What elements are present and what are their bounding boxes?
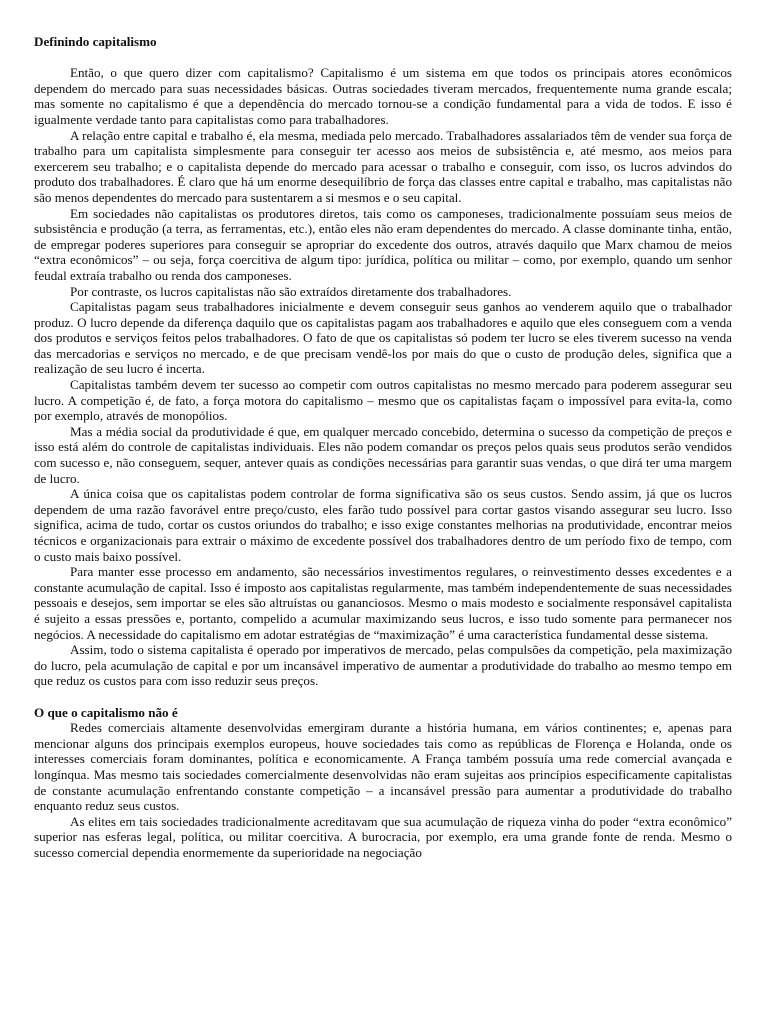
spacer [34,689,732,705]
paragraph: Capitalistas também devem ter sucesso ao competir com outros capitalistas no mesmo mercado para poderem assegurar seu lucro. A competição é, de fato, a força motora do capitalismo – mesmo que os capitalistas façam o impossível para evita-la, como por exemplo, através de monopólios. [34,377,732,424]
paragraph: Então, o que quero dizer com capitalismo? Capitalismo é um sistema em que todos os principais atores econômicos dependem do mercado para suas necessidades básicas. Outras sociedades tiveram mercados, frequentemente numa grande escala; mas somente no capitalismo é que a dependência do mercado tornou-se a condição fundamental para a vida de todos. E isso é igualmente verdade tanto para capitalistas como para trabalhadores. [34,65,732,127]
paragraph: Capitalistas pagam seus trabalhadores inicialmente e devem conseguir seus ganhos ao venderem aquilo que o trabalhador produz. O lucro depende da diferença daquilo que os capitalistas pagam aos trabalhadores e aquilo que eles conseguem com a venda dos produtos e serviços feitos pelos trabalhadores. O fato de que os capitalistas só podem ter lucro se eles tiverem sucesso na venda das mercadorias e serviços no mercado, e de que precisam vendê-los por mais do que o custo de produção deles, significa que a realização de seu lucro é incerta. [34,299,732,377]
spacer [34,50,732,66]
paragraph: Por contraste, os lucros capitalistas não são extraídos diretamente dos trabalhadores. [70,283,512,299]
section-o-que-o-capitalismo-nao-e [34,705,732,861]
paragraph: Mas a média social da produtividade é que, em qualquer mercado concebido, determina o sucesso da competição de preços e isso está além do controle de capitalistas individuais. Eles não podem comandar os preços pelos quais seus produtos serão vendidos com sucesso e, não conseguem, sequer, antever quais as condições necessárias para garantir suas vendas, o que dirá ter uma margem de lucro. [34,423,732,486]
document-page [34,34,732,860]
paragraph: Redes comerciais altamente desenvolvidas emergiram durante a história humana, em vários continentes; e, apenas para mencionar alguns dos principais exemplos europeus, houve sociedades tais como as repúblicas de Florença e Holanda, onde os interesses comerciais foram dominantes, política e economicamente. A França também possuía uma rede comercial avançada e longínqua. Mas mesmo tais sociedades comercialmente desenvolvidas não eram sujeitas aos princípios especificamente capitalistas de constante acumulação enfrentando constante competição – a incansável pressão para aumentar a produtividade do trabalho enquanto reduz seus custos. [34,720,732,814]
paragraph: A relação entre capital e trabalho é, ela mesma, mediada pelo mercado. Trabalhadores assalariados têm de vender sua força de trabalho para um capitalista simplesmente para conseguir ter acesso aos meios de subsistência e, até mesmo, aos meios para exercerem seu trabalho; e o capitalista depende do mercado para acessar o trabalho e conseguir, com isso, os lucros advindos do produto dos trabalhadores. É claro que há um enorme desequilíbrio de força das classes entre capital e trabalho, mas capitalistas não são menos dependentes do mercado para sustentarem a si mesmos e o seu capital. [34,127,732,205]
paragraph: Em sociedades não capitalistas os produtores diretos, tais como os camponeses, tradicionalmente possuíam seus meios de subsistência e produção (a terra, as ferramentas, etc.), então eles não eram dependentes do mercado. A classe dominante tinha, então, de empregar poderes superiores para conseguir se apropriar do excedente dos outros, através daquilo que Marx chamou de meios “extra econômicos” – ou seja, força coercitiva de algum tipo: jurídica, política ou militar – como, por exemplo, quando um senhor feudal extraía trabalho ou renda dos camponeses. [34,205,732,283]
section-definindo-capitalismo [34,34,732,689]
paragraph: As elites em tais sociedades tradicionalmente acreditavam que sua acumulação de riqueza vinha do poder “extra econômico” superior nas esferas legal, política, ou militar coercitiva. A burocracia, por exemplo, era uma grande fonte de renda. Mesmo o sucesso comercial dependia enormemente da superioridade na negociação [34,813,732,860]
paragraph: A única coisa que os capitalistas podem controlar de forma significativa são os seus custos. Sendo assim, já que os lucros dependem de uma razão favorável entre preço/custo, eles farão tudo possível para cortar gastos visando assegurar seu lucro. Isso significa, acima de tudo, cortar os custos oriundos do trabalho; e isso exige constantes melhorias na produtividade, encontrar meios técnicos e organizacionais para extrair o máximo de excedente possível dos trabalhadores dentro de um período fixo de tempo, com o custo mais baixo possível. [34,486,732,564]
paragraph: Assim, todo o sistema capitalista é operado por imperativos de mercado, pelas compulsões da competição, pela maximização do lucro, pela acumulação de capital e por um incansável imperativo de aumentar a produtividade do trabalho ao mesmo tempo em que reduz os custos para com isso reduzir seus preços. [34,642,732,689]
section-heading: Definindo capitalismo [34,34,157,49]
paragraph: Para manter esse processo em andamento, são necessários investimentos regulares, o reinvestimento desses excedentes e a constante acumulação de capital. Isso é imposto aos capitalistas regularmente, mas também independentemente de suas necessidades pessoais e desejos, sem importar se eles são altruístas ou gananciosos. Mesmo o mais modesto e socialmente responsável capitalista é sujeito a essas pressões e, portanto, compelido a acumular maximizando seus lucros, e isso tudo somente para permanecer nos negócios. A necessidade do capitalismo em adotar estratégias de “maximização” é uma característica fundamental desse sistema. [34,564,732,642]
section-heading: O que o capitalismo não é [34,704,178,720]
